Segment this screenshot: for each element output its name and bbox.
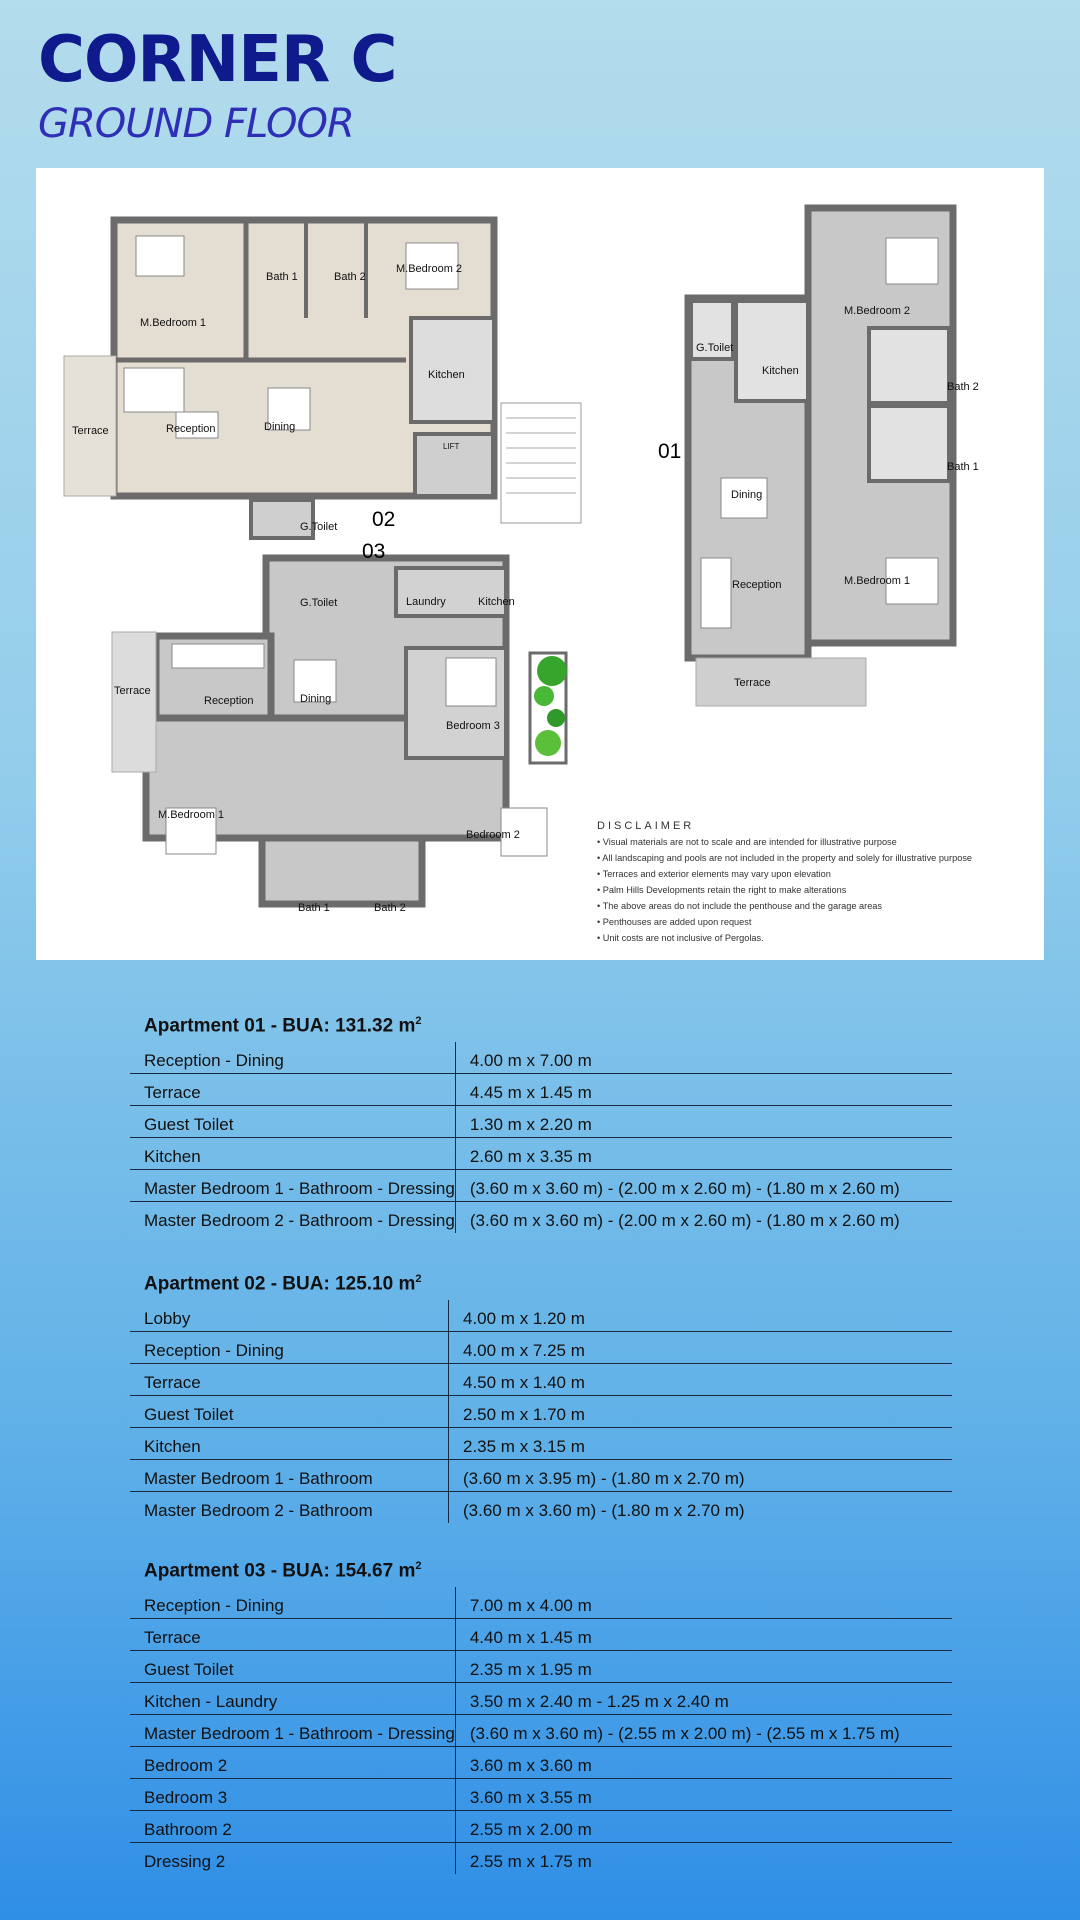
disclaimer-item: • Visual materials are not to scale and are intended for illustrative purpose bbox=[597, 837, 897, 847]
label-bath-2: Bath 2 bbox=[374, 902, 406, 914]
apartment-03-title: Apartment 03 - BUA: 154.67 $m^2$ bbox=[144, 1560, 422, 1582]
label-reception: Reception bbox=[732, 579, 782, 591]
table-row: Guest Toilet 2.50 m x 1.70 m bbox=[130, 1396, 952, 1428]
table-row: Bedroom 3 3.60 m x 3.55 m bbox=[130, 1779, 952, 1811]
table-row: Terrace 4.40 m x 1.45 m bbox=[130, 1619, 952, 1651]
apartment-03-table bbox=[130, 1587, 952, 1874]
table-row: Reception - Dining 7.00 m x 4.00 m bbox=[130, 1587, 952, 1619]
apartment-01-table bbox=[130, 1042, 952, 1233]
table-row: Dressing 2 2.55 m x 1.75 m bbox=[130, 1843, 952, 1875]
label-kitchen: Kitchen bbox=[428, 369, 465, 381]
table-row: Reception - Dining 4.00 m x 7.00 m bbox=[130, 1042, 952, 1074]
label-g-toilet: G.Toilet bbox=[300, 597, 338, 609]
disclaimer-heading: DISCLAIMER bbox=[597, 820, 695, 832]
label-reception: Reception bbox=[204, 695, 254, 707]
unit-number-03: 03 bbox=[362, 540, 386, 563]
label-kitchen: Kitchen bbox=[478, 596, 515, 608]
disclaimer bbox=[597, 818, 1037, 946]
label-bath-1: Bath 1 bbox=[298, 902, 330, 914]
label-m-bedroom-1: M.Bedroom 1 bbox=[158, 809, 225, 821]
label-lift: LIFT bbox=[443, 442, 460, 451]
table-row: Master Bedroom 1 - Bathroom (3.60 m x 3.95 m) - (1.80 m x 2.70 m) bbox=[130, 1460, 952, 1492]
label-m-bedroom-1: M.Bedroom 1 bbox=[844, 575, 911, 587]
table-row: Lobby 4.00 m x 1.20 m bbox=[130, 1300, 952, 1332]
table-row: Terrace 4.50 m x 1.40 m bbox=[130, 1364, 952, 1396]
label-g-toilet: G.Toilet bbox=[696, 342, 734, 354]
table-row: Bedroom 2 3.60 m x 3.60 m bbox=[130, 1747, 952, 1779]
table-row: Kitchen 2.60 m x 3.35 m bbox=[130, 1138, 952, 1170]
table-row: Master Bedroom 1 - Bathroom - Dressing (3.60 m x 3.60 m) - (2.00 m x 2.60 m) - (1.80 m x 2.60 m) bbox=[130, 1170, 952, 1202]
label-m-bedroom-1: M.Bedroom 1 bbox=[140, 317, 207, 329]
disclaimer-item: • Terraces and exterior elements may vary upon elevation bbox=[597, 869, 831, 879]
table-row: Bathroom 2 2.55 m x 2.00 m bbox=[130, 1811, 952, 1843]
label-bath-1: Bath 1 bbox=[266, 271, 298, 283]
unit-number-02: 02 bbox=[372, 508, 396, 531]
apartment-02-table bbox=[130, 1300, 952, 1523]
table-row: Master Bedroom 2 - Bathroom (3.60 m x 3.60 m) - (1.80 m x 2.70 m) bbox=[130, 1492, 952, 1524]
apartment-01-section bbox=[130, 1008, 952, 1233]
label-laundry: Laundry bbox=[406, 596, 446, 608]
apartment-01-title: Apartment 01 - BUA: 131.32 $m^2$ bbox=[144, 1015, 422, 1037]
table-row: Guest Toilet 2.35 m x 1.95 m bbox=[130, 1651, 952, 1683]
label-dining: Dining bbox=[300, 693, 332, 705]
table-row: Guest Toilet 1.30 m x 2.20 m bbox=[130, 1106, 952, 1138]
label-terrace: Terrace bbox=[734, 677, 771, 689]
label-terrace: Terrace bbox=[72, 425, 109, 437]
disclaimer-item: • Palm Hills Developments retain the right to make alterations bbox=[597, 885, 847, 895]
table-row: Master Bedroom 2 - Bathroom - Dressing (3.60 m x 3.60 m) - (2.00 m x 2.60 m) - (1.80 m x 2.60 m) bbox=[130, 1202, 952, 1234]
apartment-03-section bbox=[130, 1553, 952, 1874]
page-subtitle: GROUND FLOOR bbox=[38, 101, 354, 147]
label-reception: Reception bbox=[166, 423, 216, 435]
label-g-toilet: G.Toilet bbox=[300, 521, 338, 533]
table-row: Master Bedroom 1 - Bathroom - Dressing (3.60 m x 3.60 m) - (2.55 m x 2.00 m) - (2.55 m x 1.75 m) bbox=[130, 1715, 952, 1747]
table-row: Kitchen - Laundry 3.50 m x 2.40 m - 1.25 m x 2.40 m bbox=[130, 1683, 952, 1715]
disclaimer-item: • Unit costs are not inclusive of Pergolas. bbox=[597, 933, 764, 943]
label-kitchen: Kitchen bbox=[762, 365, 799, 377]
label-dining: Dining bbox=[264, 421, 296, 433]
label-dining: Dining bbox=[731, 489, 763, 501]
label-bedroom-3: Bedroom 3 bbox=[446, 720, 500, 732]
label-bath-2: Bath 2 bbox=[947, 381, 979, 393]
floor-plan bbox=[36, 168, 1044, 960]
table-row: Kitchen 2.35 m x 3.15 m bbox=[130, 1428, 952, 1460]
label-m-bedroom-2: M.Bedroom 2 bbox=[396, 263, 463, 275]
table-row: Reception - Dining 4.00 m x 7.25 m bbox=[130, 1332, 952, 1364]
label-terrace: Terrace bbox=[114, 685, 151, 697]
unit-number-01: 01 bbox=[658, 440, 682, 463]
apartment-02-title: Apartment 02 - BUA: 125.10 $m^2$ bbox=[144, 1273, 422, 1295]
table-row: Terrace 4.45 m x 1.45 m bbox=[130, 1074, 952, 1106]
label-m-bedroom-2: M.Bedroom 2 bbox=[844, 305, 911, 317]
label-bedroom-2: Bedroom 2 bbox=[466, 829, 520, 841]
disclaimer-item: • The above areas do not include the penthouse and the garage areas bbox=[597, 901, 883, 911]
label-bath-2: Bath 2 bbox=[334, 271, 366, 283]
label-bath-1: Bath 1 bbox=[947, 461, 979, 473]
page-title: CORNER C bbox=[38, 23, 397, 97]
disclaimer-item: • All landscaping and pools are not included in the property and solely for illustrative purpose bbox=[597, 853, 973, 863]
apartment-02-section bbox=[130, 1266, 952, 1523]
disclaimer-item: • Penthouses are added upon request bbox=[597, 917, 752, 927]
